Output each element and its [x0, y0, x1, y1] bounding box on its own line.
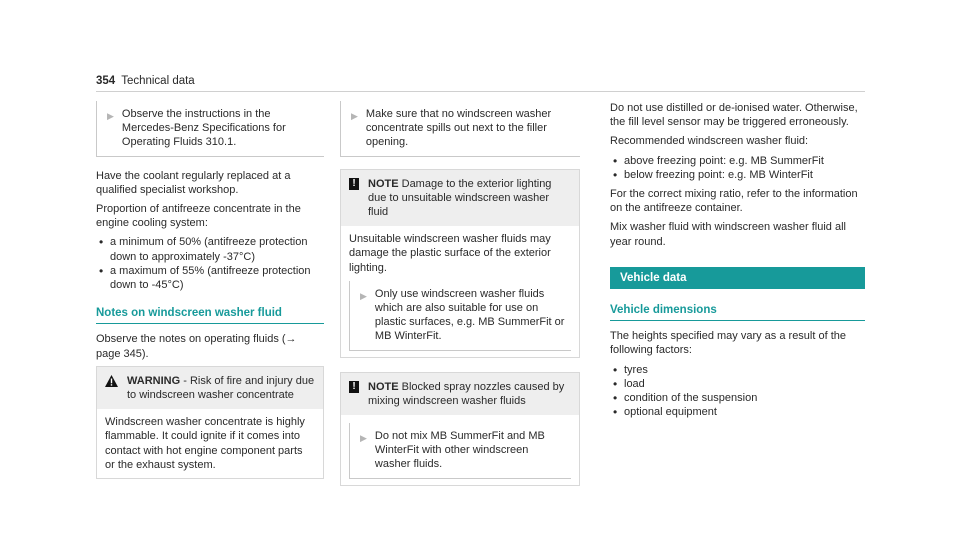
paragraph: Mix washer fluid with windscreen washer fluid all year round. [610, 221, 846, 248]
list-item: • optional equipment [610, 405, 865, 419]
note-box [340, 169, 580, 358]
note-icon: ! [349, 178, 359, 190]
note-icon: ! [349, 381, 359, 393]
paragraph: Observe the notes on operating fluids (→ page 345). [96, 333, 297, 360]
note-box [340, 372, 580, 486]
step-text: Observe the instructions in the Mercedes-Benz Specifications for Operating Fluids 310.1. [121, 108, 286, 149]
step-arrow-icon: ▶ [107, 111, 114, 121]
page-header-title: Technical data [121, 75, 195, 87]
note-label: NOTE [368, 177, 399, 190]
list-item: • tyres [610, 363, 865, 377]
header-divider [96, 91, 865, 92]
step-text: Only use windscreen washer fluids which are also suitable for use on plastic surfaces, e.g. MB SummerFit or MB WinterFit. [374, 287, 565, 343]
list-item: • above freezing point: e.g. MB SummerFit [610, 154, 865, 168]
instruction-step [340, 101, 580, 157]
warning-heading: - Risk of fire and injury due to windscreen washer concentrate [127, 374, 315, 402]
bullet-list [96, 235, 324, 292]
step-arrow-icon: ▶ [351, 111, 358, 121]
list-item: • a maximum of 55% (antifreeze protection down to -45°C) [96, 264, 324, 292]
step-text: Make sure that no windscreen washer concentrate spills out next to the filler opening. [365, 108, 552, 149]
paragraph: Proportion of antifreeze concentrate in the engine cooling system: [96, 203, 301, 230]
column-2 [340, 101, 580, 496]
list-item: • condition of the suspension [610, 391, 865, 405]
section-title: Notes on windscreen washer fluid [96, 306, 324, 324]
paragraph: Have the coolant regularly replaced at a qualified specialist workshop. [96, 169, 291, 196]
page-header [96, 75, 195, 87]
bullet-list [610, 154, 865, 182]
instruction-step [96, 101, 324, 157]
page-number: 354 [96, 75, 116, 87]
note-body: Unsuitable windscreen washer fluids may damage the plastic surface of the exterior lighting. [349, 233, 551, 274]
paragraph: For the correct mixing ratio, refer to the information on the antifreeze container. [610, 188, 858, 215]
section-title: Vehicle dimensions [610, 303, 865, 321]
bullet-list [610, 363, 865, 420]
list-item: • below freezing point: e.g. MB WinterFit [610, 168, 865, 182]
list-item: • a minimum of 50% (antifreeze protection down to approximately -37°C) [96, 235, 324, 263]
step-arrow-icon: ▶ [360, 433, 367, 444]
note-heading: Blocked spray nozzles caused by mixing windscreen washer fluids [368, 380, 565, 407]
note-heading: Damage to the exterior lighting due to unsuitable windscreen washer fluid [368, 177, 552, 219]
chapter-band: Vehicle data [610, 267, 865, 289]
column-1 [96, 101, 324, 489]
warning-body: Windscreen washer concentrate is highly flammable. It could ignite if it comes into contact with hot engine component parts or the exhaust system. [105, 416, 305, 471]
warning-triangle-icon [105, 375, 118, 387]
paragraph: Do not use distilled or de-ionised water. Otherwise, the fill level sensor may be triggered erroneously. [610, 102, 858, 129]
column-3 [610, 101, 865, 424]
instruction-step [349, 281, 571, 351]
step-arrow-icon: ▶ [360, 290, 367, 301]
paragraph: Recommended windscreen washer fluid: [610, 135, 809, 148]
warning-box [96, 366, 324, 479]
instruction-step [349, 423, 571, 479]
warning-label: WARNING [127, 374, 181, 387]
list-item: • load [610, 377, 865, 391]
note-label: NOTE [368, 380, 399, 393]
step-text: Do not mix MB SummerFit and MB WinterFit with other windscreen washer fluids. [374, 430, 545, 471]
paragraph: The heights specified may vary as a result of the following factors: [610, 330, 847, 357]
